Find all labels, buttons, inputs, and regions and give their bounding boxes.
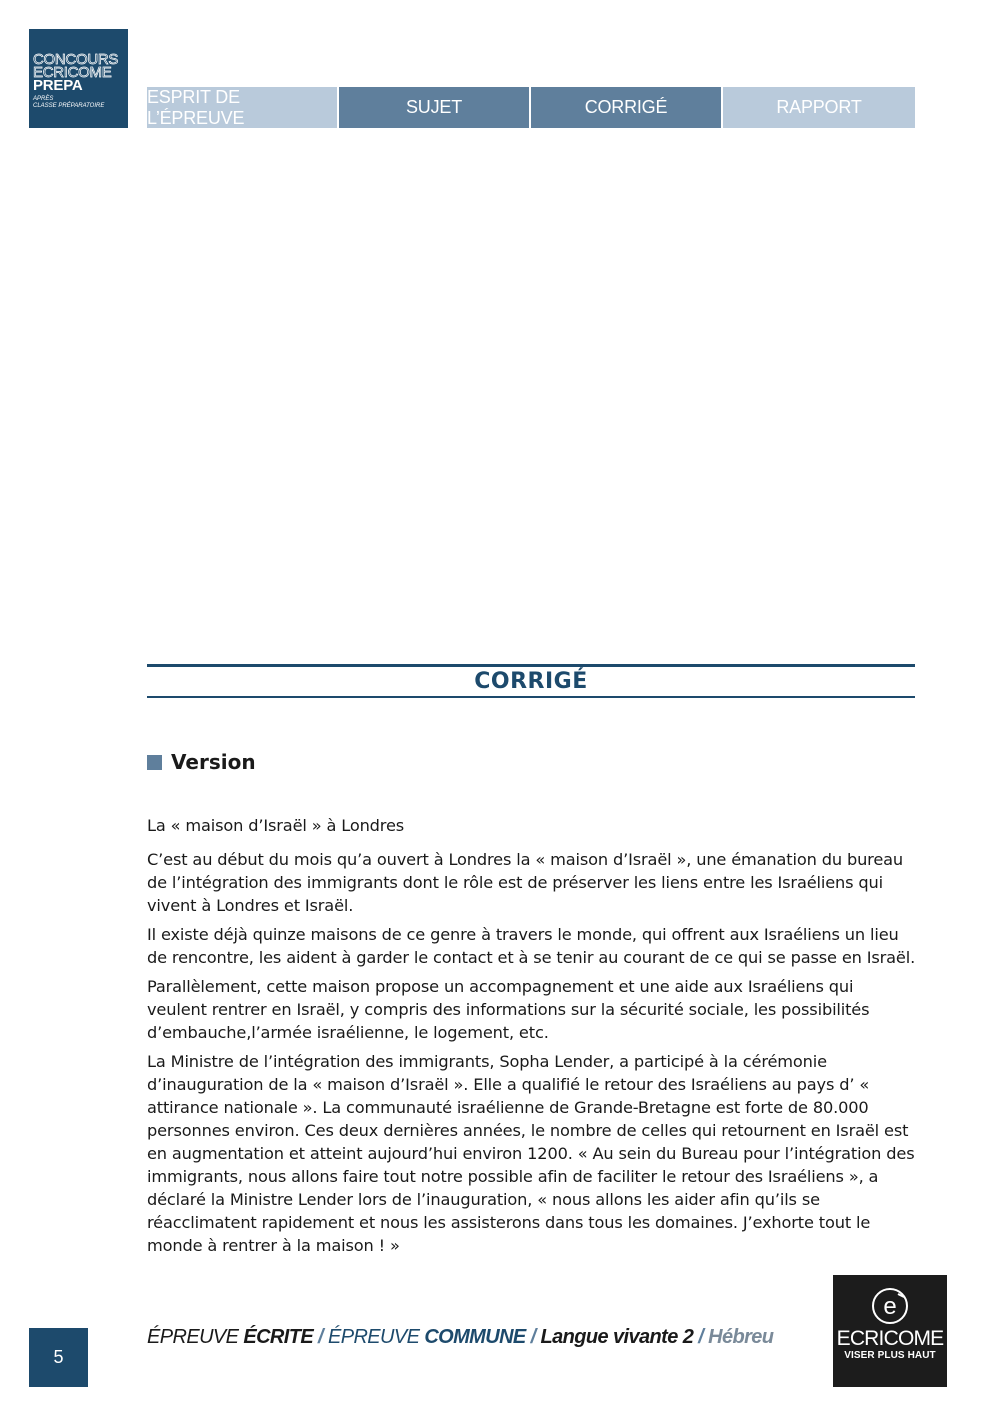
body-text (147, 814, 917, 1263)
footer-sep-3: / (693, 1326, 709, 1348)
brand-name: ECRICOME (836, 1327, 944, 1350)
footer-commune: COMMUNE (424, 1326, 526, 1348)
concours-logo (29, 29, 128, 128)
tab-corrige[interactable]: CORRIGÉ (531, 87, 721, 128)
footer-ecrite: ÉCRITE (243, 1326, 314, 1348)
section-heading (147, 664, 915, 698)
logo-line-classe: CLASSE PRÉPARATOIRE (33, 103, 105, 109)
ecricome-brand-logo (833, 1275, 947, 1387)
tab-rapport[interactable]: RAPPORT (723, 87, 915, 128)
paragraph-3: Parallèlement, cette maison propose un accompagnement et une aide aux Israéliens qui veulent rentrer en Israël, y compris des informations sur la sécurité sociale, les possibilités d’embauche,l’armée israélienne, le logement, etc. (147, 977, 870, 1042)
subheading-label: Version (171, 750, 256, 774)
paragraph-1: C’est au début du mois qu’a ouvert à Londres la « maison d’Israël », une émanation du bureau de l’intégration des immigrants dont le rôle est de préserver les liens entre les Israéliens qui vivent à Londres et Israël. (147, 850, 904, 915)
brand-tagline: VISER PLUS HAUT (844, 1350, 936, 1361)
tab-esprit[interactable]: ESPRIT DE L’ÉPREUVE (147, 87, 337, 128)
logo-line-prepa: PREPA (33, 77, 83, 94)
section-tabs (147, 87, 915, 128)
svg-text:e: e (883, 1293, 897, 1320)
logo-line-ecricome: ECRICOME (33, 64, 112, 81)
footer-sep-2: / (525, 1326, 541, 1348)
square-bullet-icon (147, 755, 162, 770)
logo-line-apres: APRÈS (33, 96, 54, 102)
subheading (147, 750, 256, 774)
footer-hebreu: Hébreu (708, 1326, 774, 1348)
footer-caption (147, 1326, 773, 1349)
tab-sujet[interactable]: SUJET (339, 87, 529, 128)
logo-line-concours: CONCOURS (33, 51, 119, 68)
footer-epreuve-1: ÉPREUVE (147, 1326, 244, 1348)
paragraph-4: La Ministre de l’intégration des immigrants, Sopha Lender, a participé à la cérémonie d’inauguration de la « maison d’Israël ». Elle a qualifié le retour des Israéliens au pays d’ « attirance nationale ». La communauté israélienne de Grande-Bretagne est forte de 80.000 personnes environ. Ces deux dernières années, le nombre de celles qui retournent en Israël est en augmentation et atteint aujourd’hui environ 1200. « Au sein du Bureau pour l’intégration des immigrants, nous allons faire tout notre possible afin de faciliter le retour des Israéliens », a déclaré la Ministre Lender lors de l’inauguration, « nous allons les aider afin qu’ils se réacclimatent rapidement et nous les assisterons dans tous les domaines. J’exhorte tout le monde à rentrer à la maison ! » (147, 1052, 915, 1255)
footer-epreuve-2: ÉPREUVE (327, 1326, 425, 1348)
footer-sep-1: / (313, 1326, 328, 1348)
text-title: La « maison d’Israël » à Londres (147, 816, 405, 835)
footer-langue: Langue vivante 2 (540, 1326, 694, 1348)
ecricome-e-icon (871, 1287, 909, 1325)
paragraph-2: Il existe déjà quinze maisons de ce genre à travers le monde, qui offrent aux Israéliens un lieu de rencontre, les aident à garder le contact et à se tenir au courant de ce qui se passe en Israël. (147, 925, 916, 967)
section-title: CORRIGÉ (474, 669, 588, 694)
page-number: 5 (29, 1328, 88, 1387)
